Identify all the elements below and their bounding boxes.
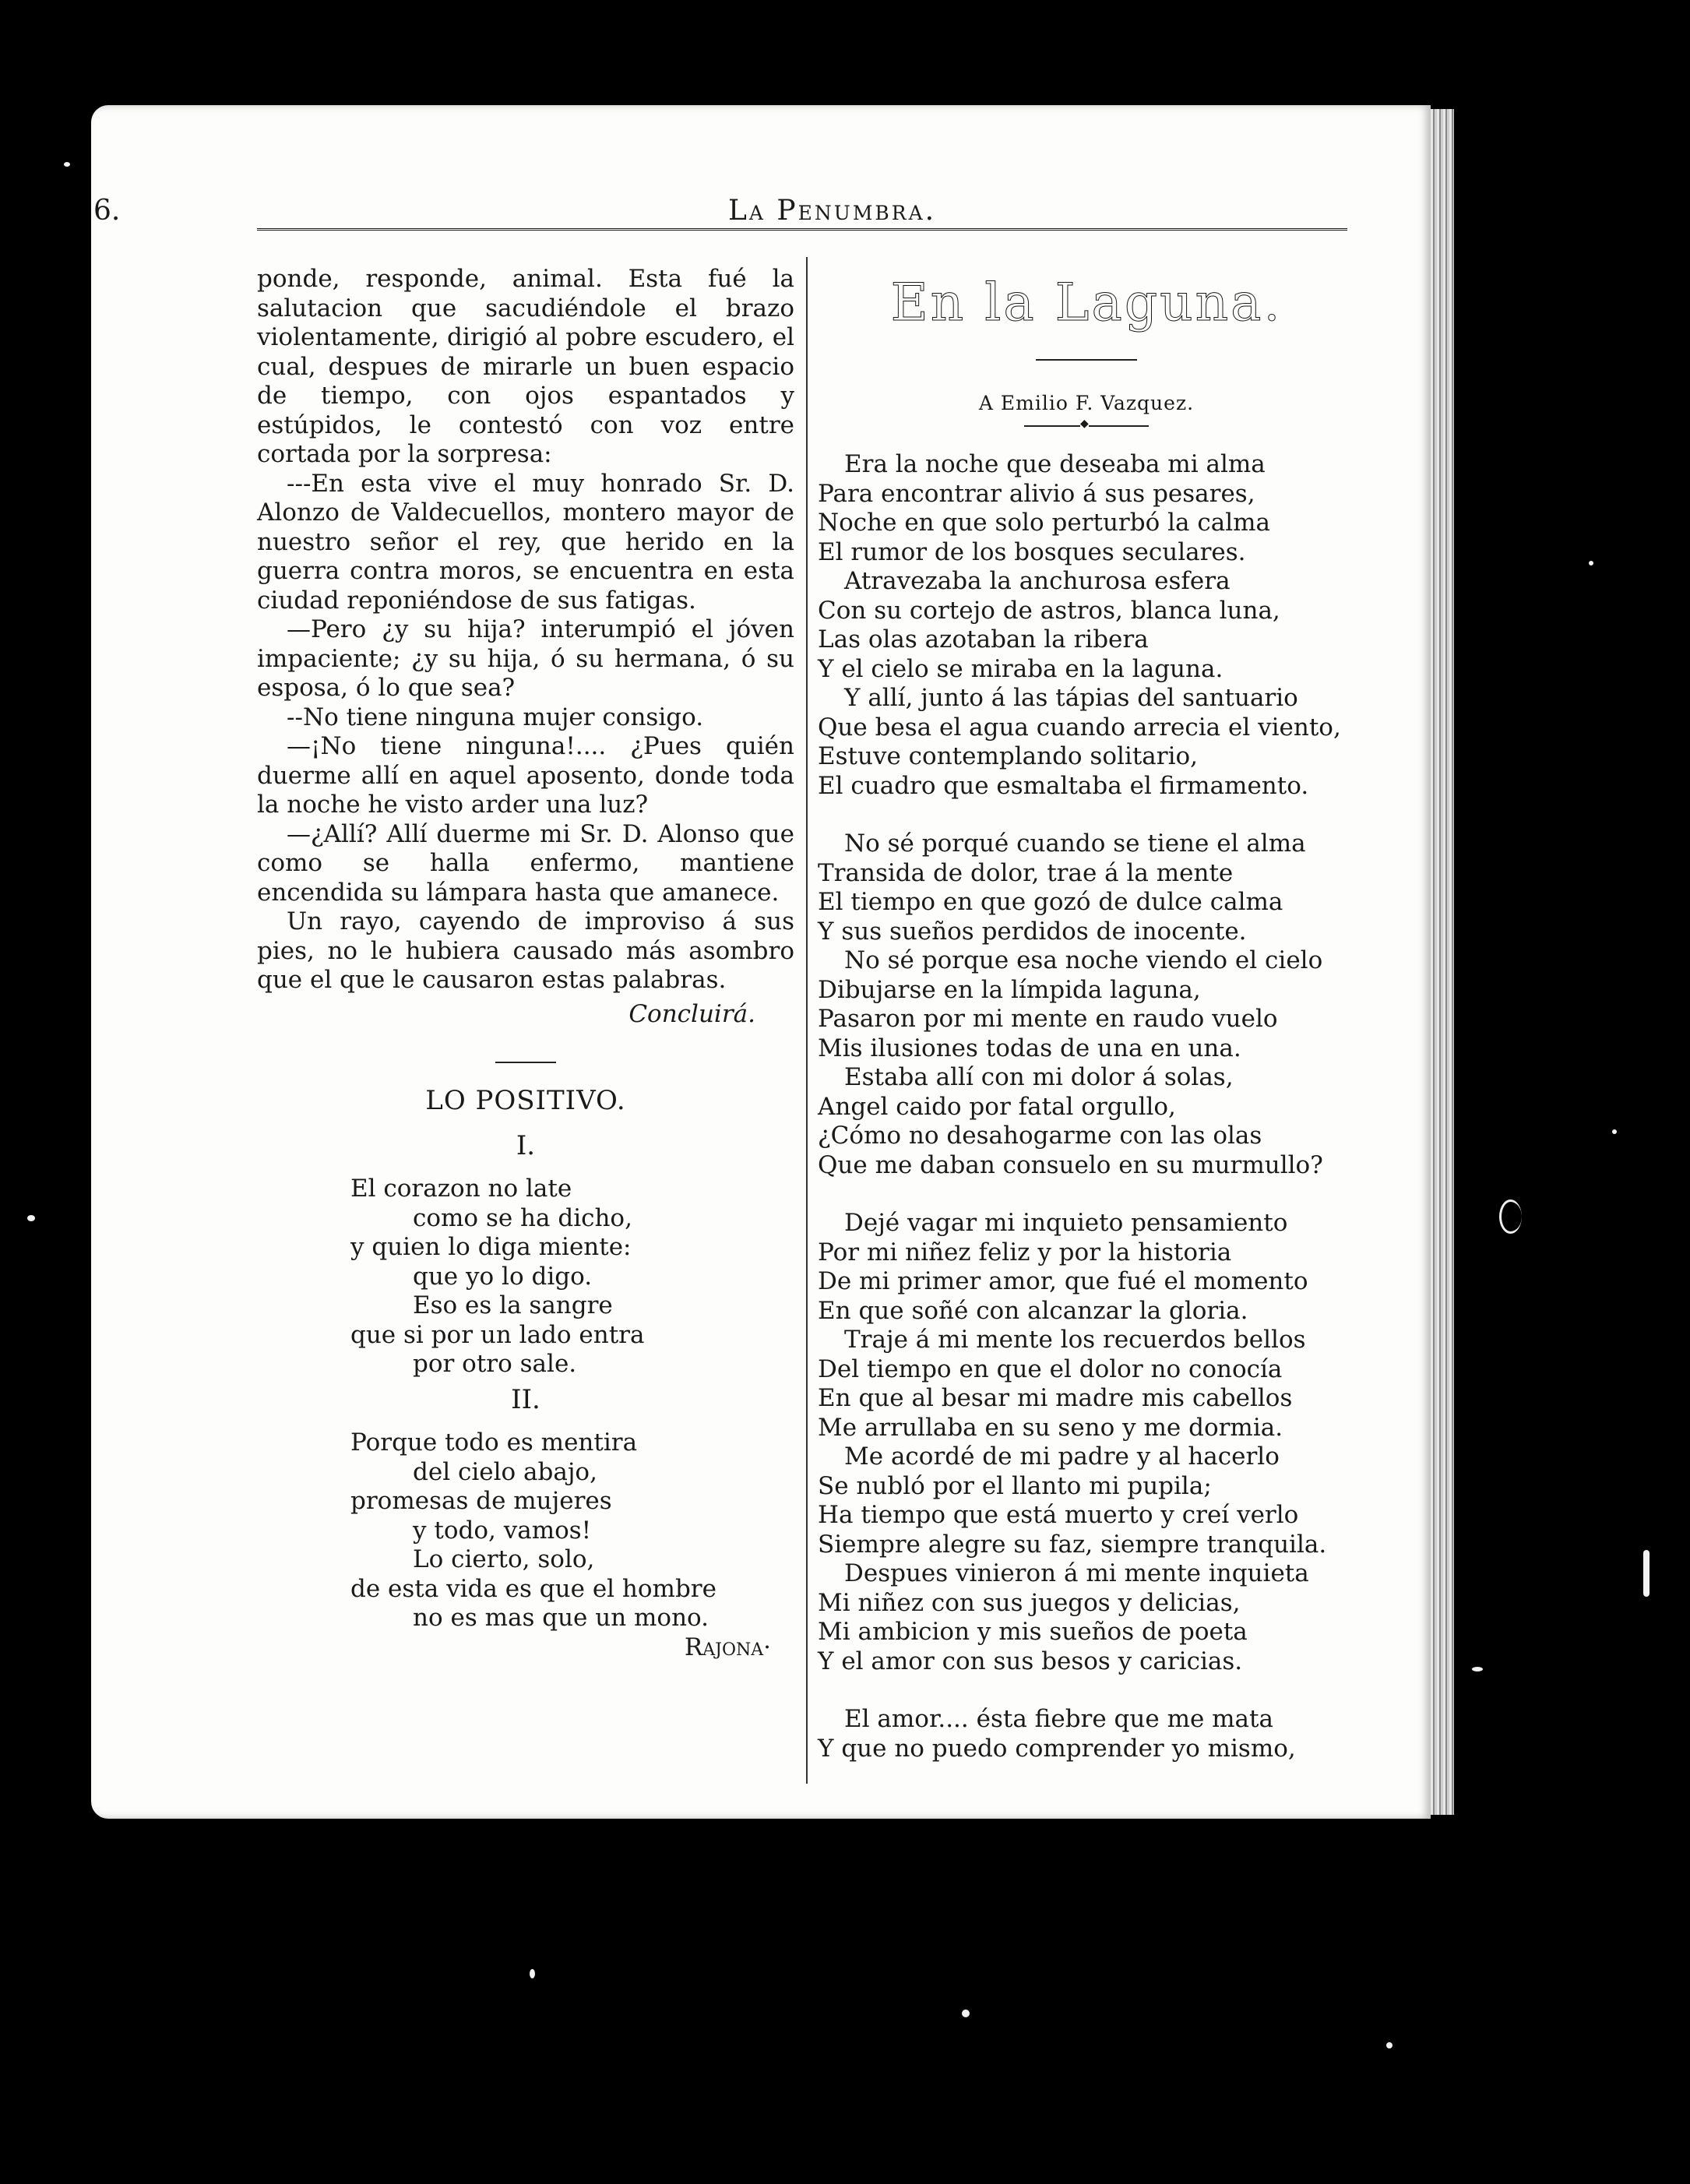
poem-line: Me arrullaba en su seno y me dormia. bbox=[818, 1413, 1283, 1442]
header-rule bbox=[257, 228, 1347, 231]
prose-paragraph: --No tiene ninguna mujer consigo. bbox=[287, 703, 704, 731]
poem-line: de esta vida es que el hombre bbox=[350, 1574, 716, 1603]
poem-line: Noche en que solo perturbó la calma bbox=[818, 509, 1270, 537]
poem-line: que si por un lado entra bbox=[350, 1320, 645, 1349]
poem-line: Mi ambicion y mis sueños de poeta bbox=[818, 1618, 1248, 1646]
section-numeral: II. bbox=[511, 1383, 540, 1415]
page-number: 6. bbox=[93, 195, 121, 227]
poem-line: Estaba allí con mi dolor á solas, bbox=[844, 1063, 1234, 1091]
poem-line: que yo lo digo. bbox=[413, 1262, 593, 1291]
dedication: A Emilio F. Vazquez. bbox=[978, 392, 1195, 414]
scan-speck bbox=[64, 162, 70, 167]
poem-line: Del tiempo en que el dolor no conocía bbox=[818, 1354, 1283, 1383]
left-column bbox=[257, 265, 794, 1662]
poem-line: promesas de mujeres bbox=[350, 1487, 612, 1515]
stanza-gap bbox=[818, 1676, 1355, 1705]
running-title: La Penumbra. bbox=[728, 195, 937, 227]
stanza-gap bbox=[818, 1180, 1355, 1209]
poem-line: Que me daban consuelo en su murmullo? bbox=[818, 1150, 1323, 1179]
poem-line: El cuadro que esmaltaba el firmamento. bbox=[818, 771, 1309, 800]
right-column bbox=[818, 265, 1355, 1763]
poem-line: Y allí, junto á las tápias del santuario bbox=[844, 684, 1298, 712]
scan-speck bbox=[1386, 2042, 1392, 2048]
ornament-rule bbox=[1024, 425, 1149, 427]
poem-line: En que soñé con alcanzar la gloria. bbox=[818, 1296, 1248, 1325]
prose-paragraph: ponde, responde, animal. Esta fué la salutacion que sacudiéndole el brazo violentamente, dirigió al pobre escudero, el cual, despues de mirarle un buen espacio de tiempo, con ojos espantados y estúpidos, le contestó con voz entre cortada por la sorpresa: bbox=[257, 265, 794, 468]
scan-speck bbox=[1499, 1199, 1522, 1234]
page-edge bbox=[1431, 109, 1454, 1815]
poem-line: ¿Cómo no desahogarme con las olas bbox=[818, 1122, 1262, 1150]
poem-line: y todo, vamos! bbox=[413, 1516, 592, 1545]
poem-line: Atravezaba la anchurosa esfera bbox=[844, 567, 1231, 595]
poem-line: Y el cielo se miraba en la laguna. bbox=[818, 654, 1223, 683]
poem-line: Por mi niñez feliz y por la historia bbox=[818, 1238, 1232, 1266]
poem-line: Me acordé de mi padre y al hacerlo bbox=[844, 1442, 1280, 1471]
poem-line: Eso es la sangre bbox=[413, 1291, 613, 1319]
poem-line: Porque todo es mentira bbox=[350, 1428, 638, 1457]
poem-line: del cielo abajo, bbox=[413, 1457, 597, 1486]
scan-speck bbox=[27, 1215, 35, 1221]
poem-line: En que al besar mi madre mis cabellos bbox=[818, 1384, 1293, 1412]
poem-line: Con su cortejo de astros, blanca luna, bbox=[818, 596, 1280, 625]
poem-line: Mis ilusiones todas de una en una. bbox=[818, 1034, 1241, 1062]
scan-speck bbox=[1589, 561, 1593, 565]
poem-line: No sé porque esa noche viendo el cielo bbox=[844, 946, 1323, 974]
poem-line: Transida de dolor, trae á la mente bbox=[818, 858, 1234, 887]
poem-line: Lo cierto, solo, bbox=[413, 1545, 595, 1573]
poem-author: Rajona· bbox=[684, 1633, 771, 1661]
prose-paragraph: —Pero ¿y su hija? interumpió el jóven impaciente; ¿y su hija, ó su hermana, ó su esposa, ó lo que sea? bbox=[257, 615, 794, 702]
poem-line: Dibujarse en la límpida laguna, bbox=[818, 975, 1201, 1004]
poem-line: Siempre alegre su faz, siempre tranquila. bbox=[818, 1530, 1327, 1559]
poem-line: Y sus sueños perdidos de inocente. bbox=[818, 917, 1247, 946]
poem-line: Estuve contemplando solitario, bbox=[818, 742, 1199, 770]
poem-line: Angel caido por fatal orgullo, bbox=[818, 1092, 1176, 1121]
poem-line: Y que no puedo comprender yo mismo, bbox=[818, 1734, 1296, 1763]
poem-stanza bbox=[350, 1428, 794, 1633]
scan-speck bbox=[530, 1969, 535, 1978]
poem-line: Despues vinieron á mi mente inquieta bbox=[844, 1559, 1309, 1587]
scan-speck bbox=[962, 2010, 970, 2017]
poem-line: El corazon no late bbox=[350, 1175, 572, 1203]
section-rule bbox=[495, 1062, 556, 1063]
poem-line: Dejé vagar mi inquieto pensamiento bbox=[844, 1209, 1288, 1237]
poem-line: como se ha dicho, bbox=[413, 1203, 632, 1232]
poem-line: No sé porqué cuando se tiene el alma bbox=[844, 830, 1306, 858]
poem-line: no es mas que un mono. bbox=[413, 1604, 709, 1632]
poem-line: Ha tiempo que está muerto y creí verlo bbox=[818, 1501, 1299, 1529]
signoff: Concluirá. bbox=[628, 999, 755, 1028]
poem-title: En la Laguna. bbox=[890, 273, 1283, 333]
poem-line: Traje á mi mente los recuerdos bellos bbox=[844, 1326, 1306, 1354]
poem-line: De mi primer amor, que fué el momento bbox=[818, 1267, 1308, 1295]
poem-line: Era la noche que deseaba mi alma bbox=[844, 450, 1266, 478]
poem-line: por otro sale. bbox=[413, 1350, 577, 1378]
poem-line: y quien lo diga miente: bbox=[350, 1233, 632, 1261]
scan-speck bbox=[1612, 1129, 1617, 1134]
prose-paragraph: ---En esta vive el muy honrado Sr. D. Alonzo de Valdecuellos, montero mayor de nuestro señor el rey, que herido en la guerra contra moros, se encuentra en esta ciudad reponiéndose de sus fatigas. bbox=[257, 469, 794, 615]
prose-paragraph: —¿Allí? Allí duerme mi Sr. D. Alonso que como se halla enfermo, mantiene encendida su lámpara hasta que amanece. bbox=[257, 819, 794, 907]
poem-stanza bbox=[350, 1175, 794, 1379]
title-rule bbox=[1036, 359, 1137, 361]
poem-line: El rumor de los bosques seculares. bbox=[818, 537, 1246, 566]
poem-line: Que besa el agua cuando arrecia el viento, bbox=[818, 713, 1341, 742]
prose-paragraph: Un rayo, cayendo de improviso á sus pies, no le hubiera causado más asombro que el que le causaron estas palabras. bbox=[257, 907, 794, 994]
poem-line: Mi niñez con sus juegos y delicias, bbox=[818, 1588, 1241, 1617]
poem-line: Se nubló por el llanto mi pupila; bbox=[818, 1471, 1212, 1500]
poem-line: Pasaron por mi mente en raudo vuelo bbox=[818, 1005, 1278, 1033]
stanza-gap bbox=[818, 801, 1355, 830]
column-divider bbox=[806, 257, 808, 1784]
poem-title: LO POSITIVO. bbox=[425, 1085, 626, 1116]
poem-line: Las olas azotaban la ribera bbox=[818, 625, 1149, 653]
scan-speck bbox=[1472, 1667, 1483, 1671]
poem-line: Y el amor con sus besos y caricias. bbox=[818, 1647, 1243, 1675]
prose-paragraph: —¡No tiene ninguna!.... ¿Pues quién duerme allí en aquel aposento, donde toda la noche he visto arder una luz? bbox=[257, 732, 794, 819]
section-numeral: I. bbox=[516, 1129, 536, 1161]
poem-line: Para encontrar alivio á sus pesares, bbox=[818, 479, 1255, 508]
scan-speck bbox=[1643, 1550, 1650, 1597]
poem-verses bbox=[818, 450, 1355, 1763]
poem-line: El tiempo en que gozó de dulce calma bbox=[818, 888, 1283, 916]
poem-line: El amor.... ésta fiebre que me mata bbox=[844, 1705, 1273, 1733]
